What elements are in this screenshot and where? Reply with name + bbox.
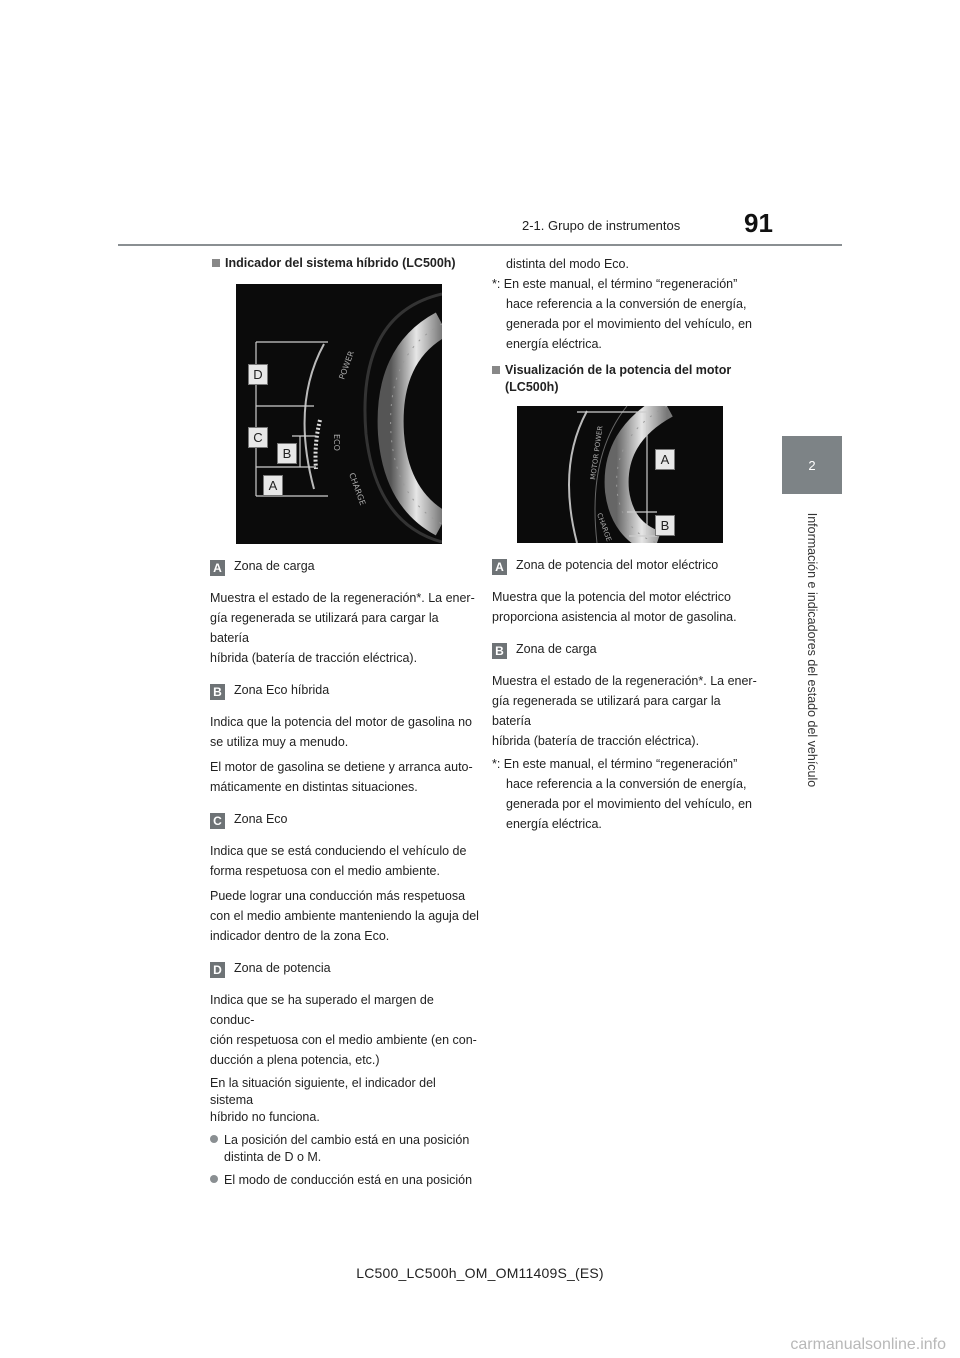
bullet-item-cont: distinta de D o M. bbox=[224, 1150, 322, 1164]
item-d-line: ción respetuosa con el medio ambiente (en con- bbox=[210, 1033, 477, 1047]
item-a-line: híbrida (batería de tracción eléctrica). bbox=[210, 651, 418, 665]
item-c-title: C Zona Eco bbox=[210, 809, 480, 829]
tag-b: B bbox=[492, 643, 507, 659]
square-bullet-icon bbox=[492, 366, 500, 374]
item-b-line: gía regenerada se utilizará para cargar la batería bbox=[492, 694, 721, 728]
item-a-line: Muestra que la potencia del motor eléctrico bbox=[492, 590, 732, 604]
item-d-title: D Zona de potencia bbox=[210, 958, 480, 978]
header-title: 2-1. Grupo de instrumentos bbox=[522, 218, 681, 233]
right-column-text bbox=[492, 555, 762, 834]
bullet-item: El modo de conducción está en una posición bbox=[210, 1172, 480, 1189]
item-b-line: Indica que la potencia del motor de gasolina no bbox=[210, 715, 472, 729]
motor-power-illustration bbox=[517, 406, 723, 543]
right-column-top bbox=[492, 254, 762, 354]
watermark: carmanualsonline.info bbox=[790, 1336, 946, 1353]
footnote-line: hace referencia a la conversión de energía, bbox=[506, 297, 747, 311]
tag-b: B bbox=[210, 684, 225, 700]
footnote-line: generada por el movimiento del vehículo, en bbox=[506, 797, 752, 811]
dial-label-power: POWER bbox=[337, 349, 357, 381]
round-bullet-icon bbox=[210, 1175, 218, 1183]
tag-a: A bbox=[210, 560, 225, 576]
item-a-line: gía regenerada se utilizará para cargar la batería bbox=[210, 611, 439, 645]
callout-d: D bbox=[248, 364, 268, 385]
item-d-line: ducción a plena potencia, etc.) bbox=[210, 1053, 380, 1067]
situation-line: En la situación siguiente, el indicador del sistema bbox=[210, 1076, 436, 1107]
tag-d: D bbox=[210, 962, 225, 978]
footnote-line: energía eléctrica. bbox=[506, 817, 602, 831]
item-b-line: máticamente en distintas situaciones. bbox=[210, 780, 418, 794]
item-a-title: A Zona de potencia del motor eléctrico bbox=[492, 555, 762, 575]
item-a-title: A Zona de carga bbox=[210, 556, 480, 576]
left-column-text bbox=[210, 556, 480, 1189]
bullet-item: La posición del cambio está en una posición bbox=[210, 1132, 480, 1149]
footnote-line: generada por el movimiento del vehículo, en bbox=[506, 317, 752, 331]
dial-label-eco: ECO bbox=[332, 434, 341, 451]
item-d-line: Indica que se ha superado el margen de conduc- bbox=[210, 993, 434, 1027]
item-c-line: forma respetuosa con el medio ambiente. bbox=[210, 864, 440, 878]
tag-a: A bbox=[492, 559, 507, 575]
callout-b: B bbox=[655, 515, 675, 536]
item-c-line: indicador dentro de la zona Eco. bbox=[210, 929, 390, 943]
callout-a: A bbox=[655, 449, 675, 470]
item-b-line: Muestra el estado de la regeneración*. La ener- bbox=[492, 674, 757, 688]
hybrid-indicator-illustration bbox=[236, 284, 442, 544]
item-c-line: Puede lograr una conducción más respetuosa bbox=[210, 889, 466, 903]
page-number: 91 bbox=[744, 208, 773, 238]
chapter-title: Información e indicadores del estado del vehículo bbox=[805, 512, 819, 788]
continuation-line: distinta del modo Eco. bbox=[506, 257, 629, 271]
item-b-title: B Zona Eco híbrida bbox=[210, 680, 480, 700]
chapter-number: 2 bbox=[808, 458, 816, 473]
item-a-line: Muestra el estado de la regeneración*. La ener- bbox=[210, 591, 475, 605]
motor-power-figure bbox=[517, 406, 723, 543]
section-heading-motor-power: Visualización de la potencia del motor (LC500h) bbox=[492, 362, 731, 396]
dial-label-charge: CHARGE bbox=[595, 511, 613, 543]
tag-c: C bbox=[210, 813, 225, 829]
footnote-line: *: En este manual, el término “regeneración” bbox=[492, 757, 738, 771]
footnote-line: *: En este manual, el término “regeneración” bbox=[492, 277, 738, 291]
square-bullet-icon bbox=[212, 259, 220, 267]
footer-code: LC500_LC500h_OM_OM11409S_(ES) bbox=[356, 1265, 604, 1281]
item-c-line: Indica que se está conduciendo el vehículo de bbox=[210, 844, 467, 858]
round-bullet-icon bbox=[210, 1135, 218, 1143]
item-b-title: B Zona de carga bbox=[492, 639, 762, 659]
footnote-line: energía eléctrica. bbox=[506, 337, 602, 351]
footnote-line: hace referencia a la conversión de energía, bbox=[506, 777, 747, 791]
item-b-line: se utiliza muy a menudo. bbox=[210, 735, 349, 749]
situation-line: híbrido no funciona. bbox=[210, 1110, 320, 1124]
section-heading-hybrid-indicator: Indicador del sistema híbrido (LC500h) bbox=[212, 255, 456, 272]
dial-label-motor-power: MOTOR POWER bbox=[589, 425, 605, 481]
hybrid-indicator-figure bbox=[236, 284, 442, 544]
item-b-line: híbrida (batería de tracción eléctrica). bbox=[492, 734, 700, 748]
item-c-line: con el medio ambiente manteniendo la aguja del bbox=[210, 909, 479, 923]
callout-a: A bbox=[263, 475, 283, 496]
item-a-line: proporciona asistencia al motor de gasolina. bbox=[492, 610, 737, 624]
item-b-line: El motor de gasolina se detiene y arranca auto- bbox=[210, 760, 473, 774]
callout-b: B bbox=[277, 443, 297, 464]
header-rule bbox=[118, 244, 842, 246]
dial-label-charge: CHARGE bbox=[347, 471, 368, 507]
callout-c: C bbox=[248, 427, 268, 448]
